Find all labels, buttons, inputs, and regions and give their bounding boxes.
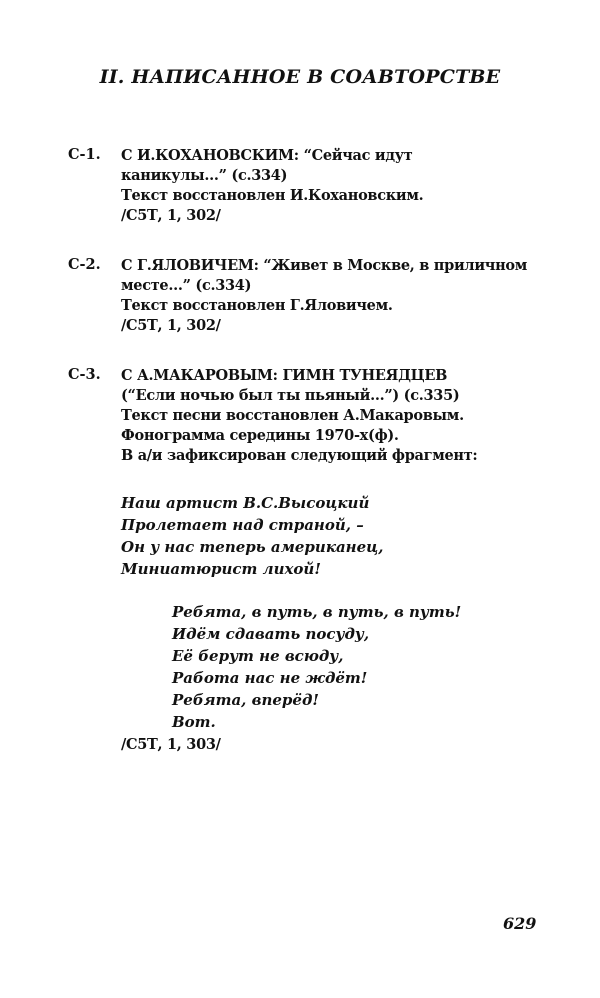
entry-line: Текст восстановлен И.Кохановским. [121,187,424,204]
entry-line: С И.КОХАНОВСКИМ: “Сейчас идут [121,147,413,164]
poem-line: Пролетает над страной, – [121,516,364,534]
poem-line: Идём сдавать посуду, [172,625,370,643]
entry-number: С-3. [68,366,101,383]
poem-line: Ребята, вперёд! [172,691,319,709]
poem-line: Вот. [172,713,216,731]
entry-line: месте...” (с.334) [121,277,252,294]
poem-line: Её берут не всюду, [172,647,344,665]
entry-line: Фонограмма середины 1970-х(ф). [121,427,399,444]
entry-line: (“Если ночью был ты пьяный...”) (с.335) [121,387,460,404]
poem-stanza-2 [172,601,461,733]
final-reference: /С5Т, 1, 303/ [121,736,221,753]
poem-stanza-1 [121,492,383,580]
section-title: II. НАПИСАННОЕ В СОАВТОРСТВЕ [99,66,501,88]
entry-number: С-2. [68,256,101,273]
entry-line: Текст восстановлен Г.Яловичем. [121,297,393,314]
entry-line: каникулы...” (с.334) [121,167,288,184]
page-number: 629 [503,914,537,933]
poem-line: Миниатюрист лихой! [121,560,321,578]
entry-reference: /С5Т, 1, 302/ [121,317,221,334]
entry-line: В а/и зафиксирован следующий фрагмент: [121,447,478,464]
poem-line: Он у нас теперь американец, [121,538,384,556]
poem-line: Работа нас не ждёт! [172,669,368,687]
entry-line: С А.МАКАРОВЫМ: ГИМН ТУНЕЯДЦЕВ [121,367,448,384]
poem-line: Наш артист В.С.Высоцкий [121,494,370,512]
entry-line: С Г.ЯЛОВИЧЕМ: “Живет в Москве, в приличном [121,257,528,274]
poem-line: Ребята, в путь, в путь, в путь! [172,603,462,621]
entry-reference: /С5Т, 1, 302/ [121,207,221,224]
entry-number: С-1. [68,146,101,163]
entry-line: Текст песни восстановлен А.Макаровым. [121,407,464,424]
